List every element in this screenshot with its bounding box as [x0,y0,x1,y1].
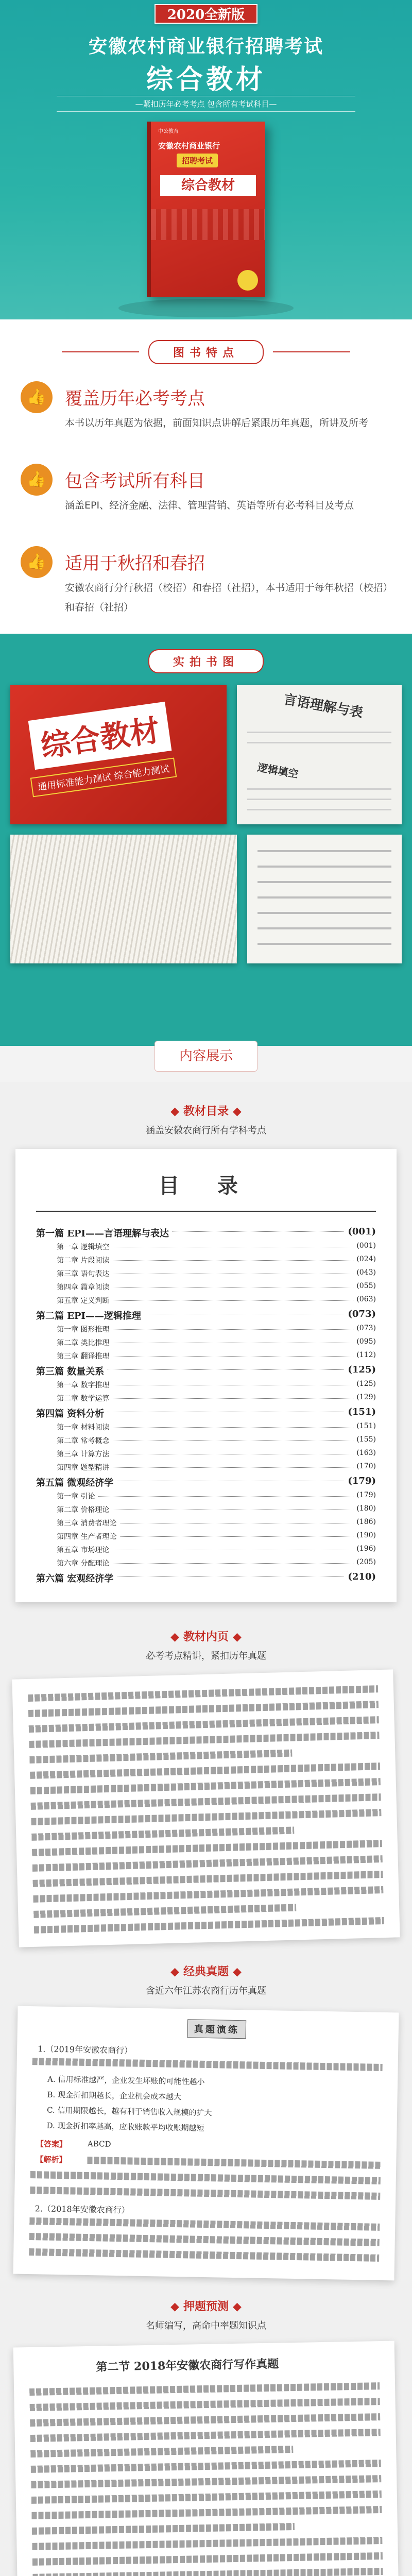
toc-row [57,1268,376,1279]
toc-row [57,1491,376,1501]
photos-section [0,634,412,1046]
predict-title-text: 押题预测 [183,2300,229,2313]
text-line [247,732,391,733]
toc-page: (180) [353,1504,376,1513]
toc-page: (024) [353,1255,376,1263]
book-line3: 综合教材 [160,175,256,196]
book-cover [147,122,265,297]
toc-label: 第二章 价格理论 [57,1506,112,1514]
text-line [34,1917,384,1934]
diamond-icon: ◆ [170,1630,179,1643]
toc-label: 第六篇 宏观经济学 [36,1573,116,1584]
toc-label: 第五篇 微观经济学 [36,1478,116,1488]
toc-row [36,1476,376,1489]
text-line [29,1732,379,1748]
book-line1: 安徽农村商业银行 [158,142,220,150]
content-area [0,1082,412,2576]
toc-label: 第一章 数字推理 [57,1381,112,1389]
text-line [29,1750,292,1764]
edition-badge: 2020全新版 [154,4,258,24]
toc-row [57,1282,376,1292]
text-line [30,1778,381,1794]
toc-label: 第一篇 EPI——言语理解与表达 [36,1228,172,1239]
text-line [30,2413,380,2427]
text-line [32,2058,383,2071]
toc-row [57,1435,376,1446]
toc-label: 第一章 材料阅读 [57,1423,112,1432]
exam-option-a: A. 信用标准越严，企业发生坏账的可能性越小 [47,2074,205,2087]
toc-page: (073) [353,1324,376,1332]
toc-page: (055) [353,1282,376,1290]
toc-row [57,1449,376,1459]
text-line [29,1716,379,1733]
toc-page: (210) [345,1571,376,1582]
toc-label: 第一章 图形推理 [57,1326,112,1334]
text-line [247,788,391,790]
feature-item [21,546,391,623]
toc-label: 第五章 市场理论 [57,1546,112,1554]
text-line [258,927,391,929]
book-line2: 招聘考试 [177,154,218,167]
toc-page: (151) [345,1406,376,1417]
toc-row [57,1518,376,1528]
exam-option-d: D. 现金折扣率越高，应收账款平均收账期越短 [46,2121,204,2133]
text-line [30,2171,381,2184]
hero-subline: —紧扣历年必考考点 包含所有考试科目— [57,96,355,112]
toc-page: (129) [353,1393,376,1401]
toc-page: (186) [353,1518,376,1526]
toc-page: (095) [353,1337,376,1346]
photo-page [237,685,402,824]
text-line [30,2446,293,2458]
feature-desc: 涵盖EPI、经济金融、法律、管理营销、英语等所有必考科目及考点 [65,500,354,511]
toc-label: 第四篇 资料分析 [36,1409,107,1419]
text-line [32,2523,295,2535]
text-line [32,1840,382,1856]
content-display-tab: 内容展示 [154,1041,258,1072]
text-line [31,1827,294,1841]
photos-heading-text: 实拍书图 [148,649,264,673]
heading-line-right [273,351,350,352]
features-heading-text: 图书特点 [148,340,264,364]
toc-page: (179) [353,1491,376,1499]
text-line [258,896,391,899]
predict-desc: 名师编写，高命中率题知识点 [146,2320,266,2331]
predict-page-sample [13,2341,399,2576]
toc-label: 第三章 翻译推理 [57,1352,112,1361]
toc-row [36,1226,376,1240]
toc-title [0,1103,412,1118]
heading-line-left [62,351,139,352]
diamond-icon: ◆ [170,2300,179,2313]
toc-row [36,1571,376,1585]
toc-desc: 涵盖安徽农商行所有学科考点 [146,1125,266,1136]
feature-item [21,381,391,459]
toc-row [57,1337,376,1348]
toc-page: (170) [353,1462,376,1470]
text-line [31,2475,381,2488]
text-line [33,1904,296,1918]
exam-analysis-label: 【解析】 [36,2155,67,2165]
text-line [32,1855,383,1872]
toc-label: 第四章 篇章阅读 [57,1283,112,1292]
predict-title [0,2298,412,2314]
toc-row [57,1422,376,1432]
diamond-icon: ◆ [233,1965,242,1978]
toc-label: 第二章 常考概念 [57,1437,112,1445]
toc-row [57,1531,376,1541]
toc-row [57,1558,376,1568]
text-line [87,2157,381,2169]
photo-pages-stack [10,835,237,963]
toc-label: 第二章 片段阅读 [57,1257,112,1265]
toc-page: (205) [353,1558,376,1566]
toc-page: (125) [345,1364,376,1375]
toc-row [36,1406,376,1420]
diamond-icon: ◆ [170,1965,179,1978]
toc-rule [36,1211,376,1212]
text-line [258,912,391,914]
toc-row [36,1364,376,1378]
toc-page: (190) [353,1531,376,1539]
toc-label: 第三章 消费者理论 [57,1519,119,1528]
text-line [29,2382,380,2396]
toc-row [57,1255,376,1265]
toc-row [57,1295,376,1306]
predict-sheet-heading: 第二节 2018年安徽农商行写作真题 [96,2357,279,2374]
text-line [32,2537,382,2550]
text-line [30,2187,380,2200]
text-line [31,1793,381,1810]
toc-row [57,1504,376,1515]
book-shadow [118,299,294,317]
photo-page-subheading: 逻辑填空 [256,761,300,781]
thumbs-up-icon: 👍 [21,464,53,496]
toc-row [57,1545,376,1555]
text-line [32,2552,383,2566]
text-line [30,1762,380,1779]
feature-title: 覆盖历年必考考点 [65,388,205,409]
thumbs-up-icon: 👍 [21,381,53,413]
exam-answer-value: ABCD [87,2139,111,2149]
hero-title-line2: 综合教材 [146,64,266,95]
book-stripe [151,209,265,240]
exam-title-text: 经典真题 [183,1965,229,1978]
toc-heading: 目 录 [159,1174,253,1198]
toc-page: (001) [353,1242,376,1250]
toc-label: 第二章 数学运算 [57,1395,112,1403]
text-line [247,742,391,743]
toc-row [57,1393,376,1403]
toc-label: 第二章 类比推理 [57,1339,112,1347]
photo-cover [10,685,227,824]
text-line [31,2506,382,2519]
book-logo-icon [237,270,258,291]
toc-label: 第四章 生产者理论 [57,1533,119,1541]
toc-label: 第五章 定义判断 [57,1297,112,1305]
toc-page: (196) [353,1545,376,1553]
text-line [258,943,391,945]
feature-desc: 安徽农商行分行秋招（校招）和春招（社招），本书适用于每年秋招（校招）和春招（社招） [65,582,388,613]
exam-stamp: 真题演练 [187,2019,247,2039]
exam-page-sample [13,2006,399,2281]
photos-heading [0,649,412,673]
text-line [258,866,391,868]
toc-row [57,1380,376,1390]
text-line [31,2460,381,2473]
text-line [32,2568,383,2576]
toc-row [57,1324,376,1334]
exam-desc: 含近六年江苏农商行历年真题 [146,1986,266,1996]
thumbs-up-icon: 👍 [21,546,53,578]
text-line [247,809,391,810]
toc-page: (073) [345,1309,376,1319]
inner-title-text: 教材内页 [183,1630,229,1643]
diamond-icon: ◆ [233,1630,242,1643]
toc-dots [57,1496,376,1497]
text-line [30,2398,380,2411]
toc-page: (063) [353,1295,376,1303]
text-line [29,2233,380,2246]
toc-label: 第六章 分配理论 [57,1560,112,1568]
toc-page: (043) [353,1268,376,1277]
feature-title: 适用于秋招和春招 [65,553,205,574]
diamond-icon: ◆ [233,2300,242,2313]
text-line [30,2429,381,2442]
toc-label: 第一章 逻辑填空 [57,1243,112,1251]
text-line [28,1685,378,1702]
toc-label: 第三篇 数量关系 [36,1366,107,1377]
toc-label: 第二篇 EPI——逻辑推理 [36,1311,144,1321]
features-section [0,319,412,634]
exam-option-b: B. 现金折扣期越长，企业机会成本越大 [47,2090,182,2102]
toc-label: 第三章 计算方法 [57,1450,112,1459]
photo-cover-title: 综合教材 [28,702,172,770]
toc-row [57,1242,376,1252]
inner-page-sample [12,1669,400,1947]
toc-page: (155) [353,1435,376,1444]
inner-desc: 必考考点精讲，紧扣历年真题 [146,1651,266,1662]
text-line [258,881,391,883]
hero-header [0,0,412,350]
toc-page [15,1149,397,1602]
exam-answer-label: 【答案】 [36,2139,67,2149]
toc-row [36,1309,376,1322]
exam-option-c: C. 信用期限越长，越有利于销售收入规模的扩大 [46,2105,212,2118]
text-line [33,1871,383,1887]
hero-title-line1: 安徽农村商业银行招聘考试 [88,36,323,57]
text-line [247,799,391,800]
text-line [33,1886,383,1903]
toc-row [57,1462,376,1472]
exam-q1: 1.（2019年安徽农商行） [37,2044,133,2056]
photo-page-detail [247,835,402,963]
features-heading [0,340,412,364]
toc-page: (112) [353,1351,376,1359]
text-line [31,2490,382,2504]
text-line [258,850,391,852]
book-publisher: 中公教育 [158,129,179,134]
toc-label: 第三章 语句表达 [57,1270,112,1278]
exam-title [0,1963,412,1979]
toc-label: 第一章 引论 [57,1493,98,1501]
photo-page-heading: 言语理解与表 [282,691,365,721]
text-line [28,1701,379,1717]
photo-cover-sub: 通用标准能力测试 综合能力测试 [30,758,177,798]
text-line [29,2217,380,2231]
text-line [29,2248,379,2262]
feature-desc: 本书以历年真题为依据，前面知识点讲解后紧跟历年真题，所讲及所考 [65,417,369,429]
inner-title [0,1628,412,1644]
toc-page: (179) [345,1476,376,1486]
feature-item [21,464,391,541]
diamond-icon: ◆ [170,1105,179,1118]
feature-title: 包含考试所有科目 [65,471,205,492]
text-line [31,1809,381,1825]
toc-page: (125) [353,1380,376,1388]
toc-page: (163) [353,1449,376,1457]
exam-q2: 2.（2018年安徽农商行） [35,2204,130,2215]
toc-label: 第四章 题型精讲 [57,1464,112,1472]
diamond-icon: ◆ [233,1105,242,1118]
toc-title-text: 教材目录 [183,1105,229,1118]
toc-page: (151) [353,1422,376,1430]
toc-page: (001) [345,1226,376,1237]
toc-row [57,1351,376,1361]
